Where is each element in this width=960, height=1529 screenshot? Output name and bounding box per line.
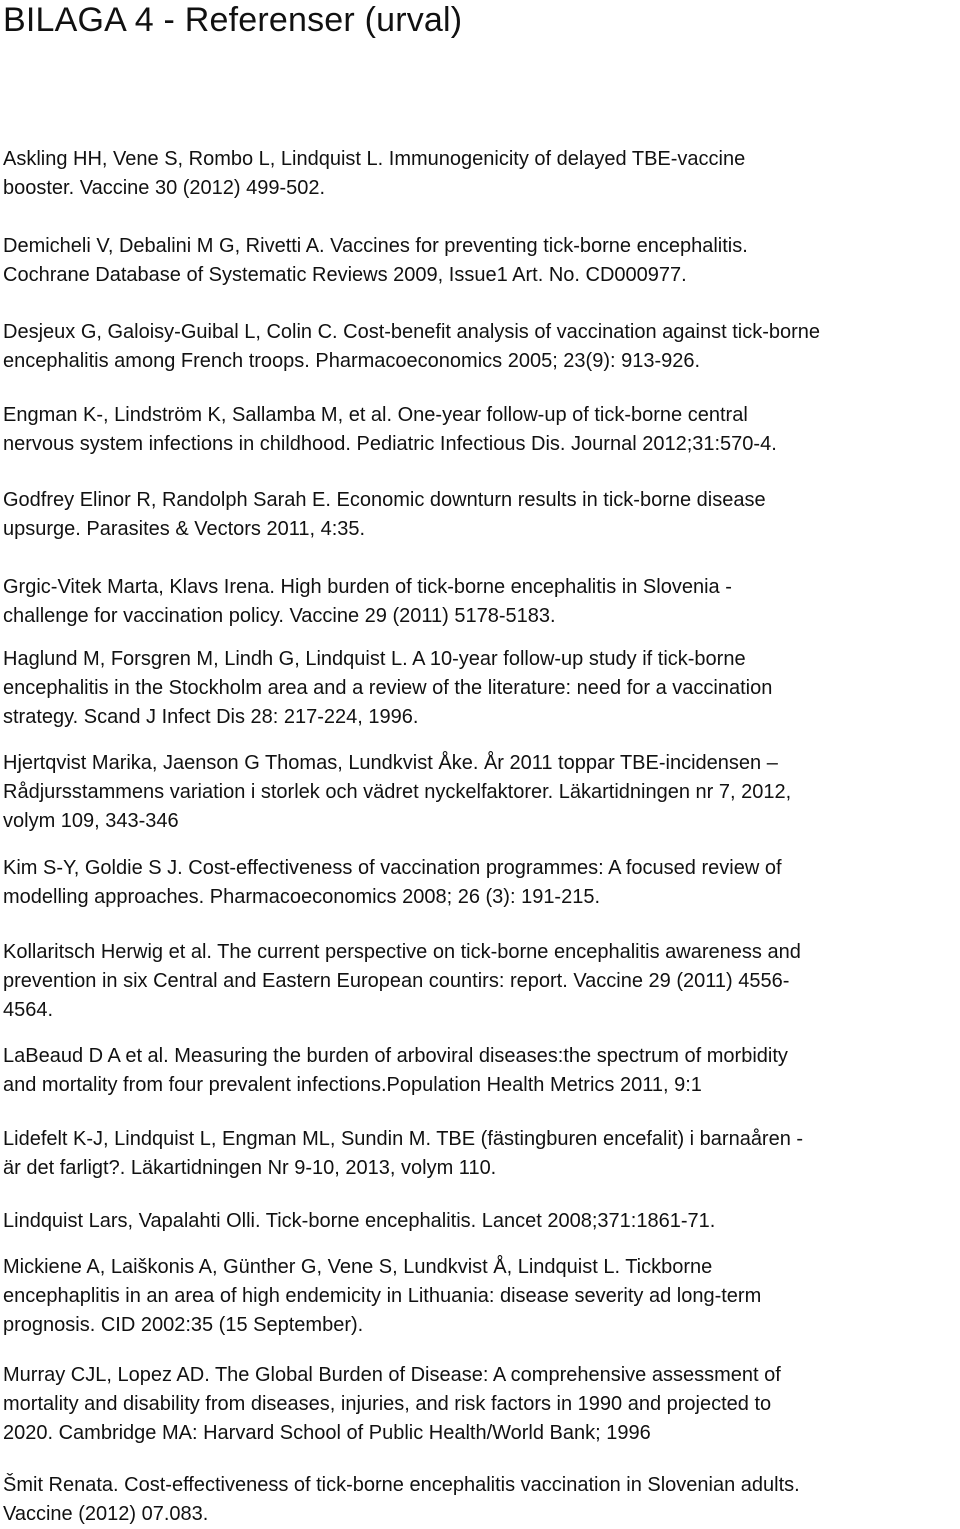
reference-line: nervous system infections in childhood. Pediatric Infectious Dis. Journal 2012;31:570-4.: [3, 433, 777, 455]
reference-hjertqvist: [3, 749, 958, 836]
reference-line: är det farligt?. Läkartidningen Nr 9-10, 2013, volym 110.: [3, 1157, 497, 1179]
reference-line: booster. Vaccine 30 (2012) 499-502.: [3, 177, 326, 199]
reference-line: Desjeux G, Galoisy-Guibal L, Colin C. Cost-benefit analysis of vaccination against tick-borne: [3, 321, 821, 343]
reference-line: Kim S-Y, Goldie S J. Cost-effectiveness of vaccination programmes: A focused review of: [3, 857, 782, 879]
reference-line: Grgic-Vitek Marta, Klavs Irena. High burden of tick-borne encephalitis in Slovenia -: [3, 576, 732, 598]
reference-line: mortality and disability from diseases, injuries, and risk factors in 1990 and projected to: [3, 1393, 772, 1415]
reference-line: prognosis. CID 2002:35 (15 September).: [3, 1314, 364, 1336]
reference-demicheli: [3, 232, 958, 290]
reference-line: Murray CJL, Lopez AD. The Global Burden of Disease: A comprehensive assessment of: [3, 1364, 781, 1386]
reference-line: and mortality from four prevalent infections.Population Health Metrics 2011, 9:1: [3, 1074, 702, 1096]
reference-line: challenge for vaccination policy. Vaccine 29 (2011) 5178-5183.: [3, 605, 556, 627]
reference-godfrey: [3, 486, 958, 544]
reference-murray: [3, 1361, 958, 1448]
reference-line: encephaplitis in an area of high endemicity in Lithuania: disease severity ad long-term: [3, 1285, 762, 1307]
reference-line: Kollaritsch Herwig et al. The current perspective on tick-borne encephalitis awareness and: [3, 941, 801, 963]
reference-kollaritsch: [3, 938, 958, 1025]
reference-smit: [3, 1471, 958, 1529]
reference-line: 4564.: [3, 999, 54, 1021]
reference-line: Godfrey Elinor R, Randolph Sarah E. Economic downturn results in tick-borne disease: [3, 489, 766, 511]
reference-line: volym 109, 343-346: [3, 810, 179, 832]
reference-line: Lindquist Lars, Vapalahti Olli. Tick-borne encephalitis. Lancet 2008;371:1861-71.: [3, 1210, 716, 1232]
reference-line: Demicheli V, Debalini M G, Rivetti A. Vaccines for preventing tick-borne encephalitis.: [3, 235, 748, 257]
reference-line: encephalitis in the Stockholm area and a review of the literature: need for a vaccination: [3, 677, 773, 699]
reference-line: Rådjursstammens variation i storlek och vädret nyckelfaktorer. Läkartidningen nr 7, 2012,: [3, 781, 792, 803]
reference-grgic-vitek: [3, 573, 958, 631]
reference-engman: [3, 401, 958, 459]
reference-line: Mickiene A, Laiškonis A, Günther G, Vene S, Lundkvist Å, Lindquist L. Tickborne: [3, 1256, 713, 1278]
reference-line: Haglund M, Forsgren M, Lindh G, Lindquist L. A 10-year follow-up study if tick-borne: [3, 648, 746, 670]
page-title: BILAGA 4 - Referenser (urval): [3, 1, 463, 39]
reference-line: Engman K-, Lindström K, Sallamba M, et al. One-year follow-up of tick-borne central: [3, 404, 748, 426]
reference-line: strategy. Scand J Infect Dis 28: 217-224, 1996.: [3, 706, 419, 728]
reference-line: upsurge. Parasites & Vectors 2011, 4:35.: [3, 518, 366, 540]
reference-line: 2020. Cambridge MA: Harvard School of Public Health/World Bank; 1996: [3, 1422, 651, 1444]
reference-labeaud: [3, 1042, 958, 1100]
reference-line: Cochrane Database of Systematic Reviews 2009, Issue1 Art. No. CD000977.: [3, 264, 687, 286]
reference-line: prevention in six Central and Eastern European countirs: report. Vaccine 29 (2011) 4556-: [3, 970, 790, 992]
reference-line: Hjertqvist Marika, Jaenson G Thomas, Lundkvist Åke. År 2011 toppar TBE-incidensen –: [3, 752, 778, 774]
reference-line: encephalitis among French troops. Pharmacoeconomics 2005; 23(9): 913-926.: [3, 350, 701, 372]
reference-line: Vaccine (2012) 07.083.: [3, 1503, 209, 1525]
reference-kim: [3, 854, 958, 912]
reference-haglund: [3, 645, 958, 732]
reference-lidefelt: [3, 1125, 958, 1183]
reference-line: Šmit Renata. Cost-effectiveness of tick-borne encephalitis vaccination in Slovenian adults.: [3, 1474, 800, 1496]
reference-desjeux: [3, 318, 958, 376]
reference-line: Lidefelt K-J, Lindquist L, Engman ML, Sundin M. TBE (fästingburen encefalit) i barnaåren -: [3, 1128, 804, 1150]
reference-line: LaBeaud D A et al. Measuring the burden of arboviral diseases:the spectrum of morbidity: [3, 1045, 788, 1067]
reference-askling: [3, 145, 958, 203]
reference-line: modelling approaches. Pharmacoeconomics 2008; 26 (3): 191-215.: [3, 886, 601, 908]
reference-mickiene: [3, 1253, 958, 1340]
reference-lindquist: [3, 1207, 958, 1236]
reference-line: Askling HH, Vene S, Rombo L, Lindquist L. Immunogenicity of delayed TBE-vaccine: [3, 148, 746, 170]
